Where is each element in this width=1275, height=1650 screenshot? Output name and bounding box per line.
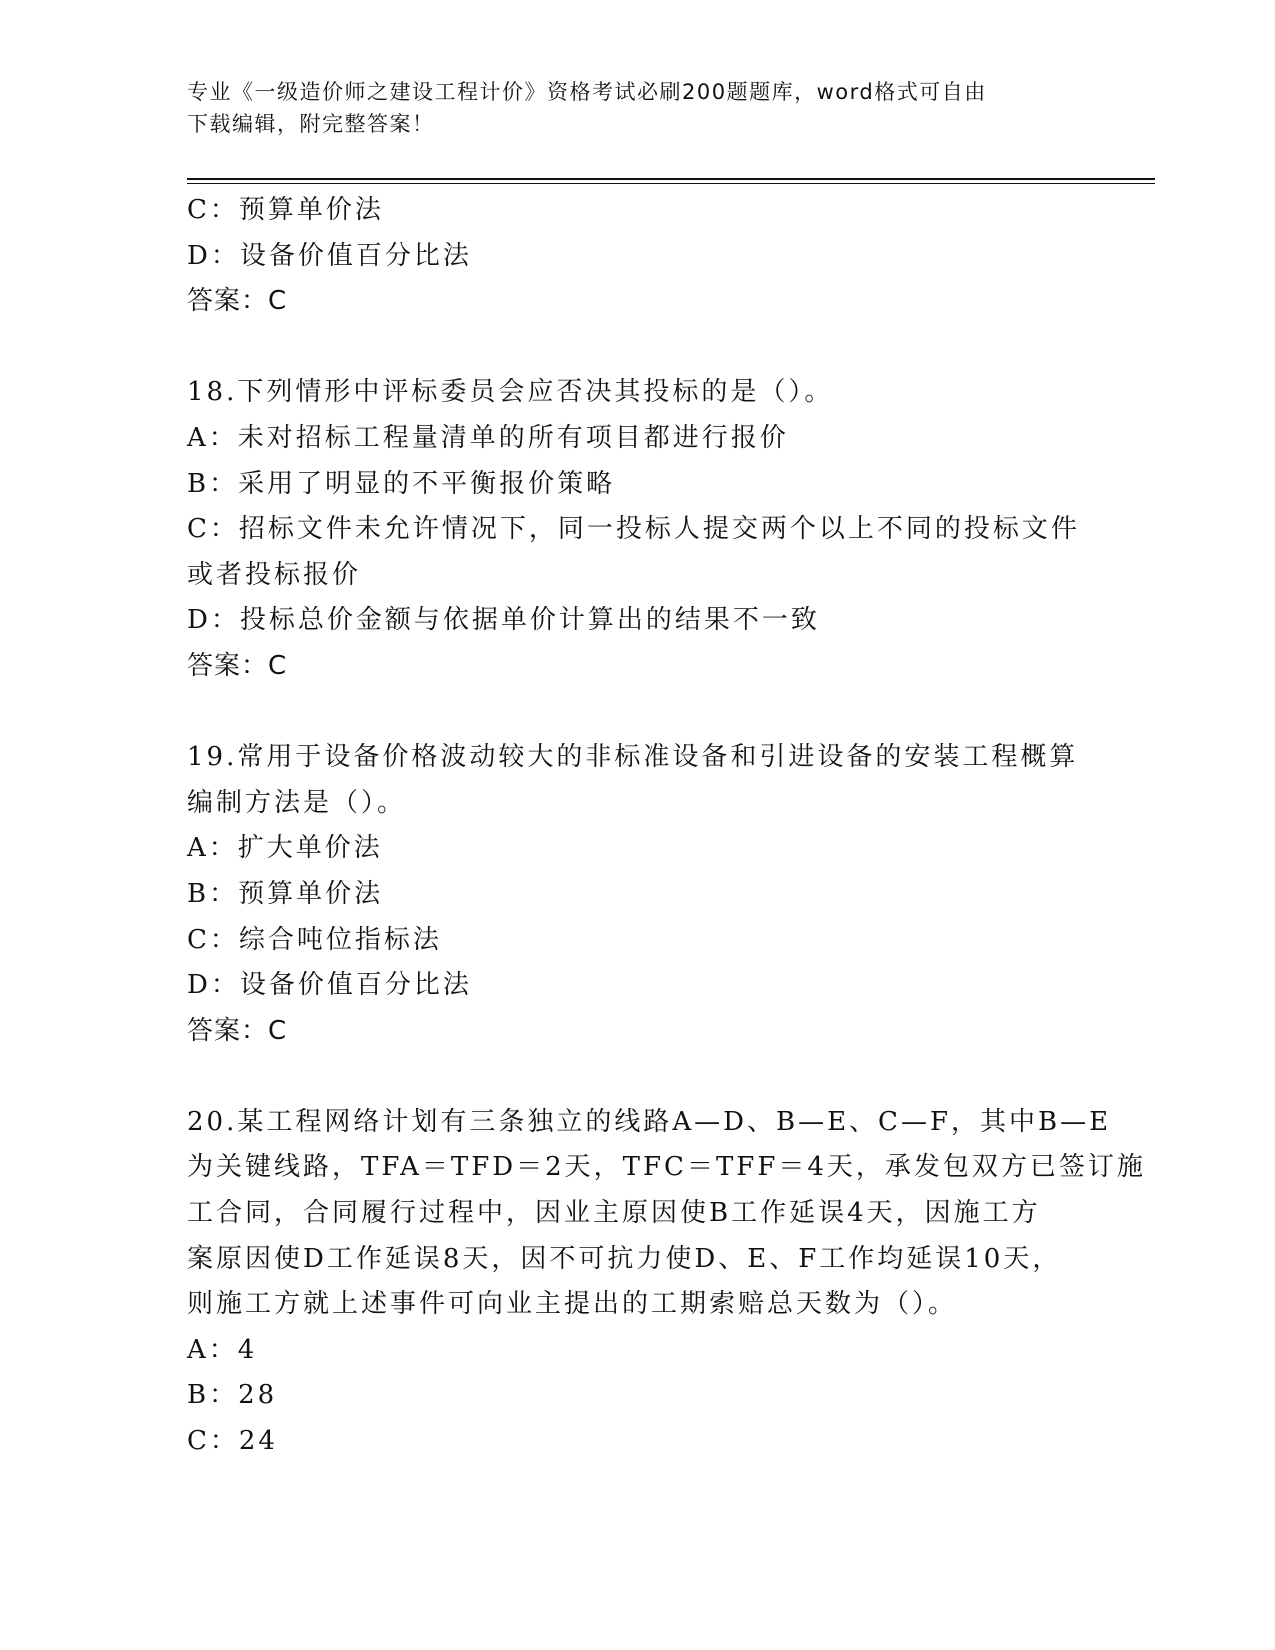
option-c: C：预算单价法 xyxy=(187,195,384,225)
question-stem: 20.某工程网络计划有三条独立的线路A—D、B—E、C—F，其中B—E xyxy=(187,1106,1112,1137)
header-line-2: 下载编辑，附完整答案！ xyxy=(187,112,435,136)
answer: 答案：C xyxy=(187,1015,288,1046)
question-stem-continued: 案原因使D工作延误8天，因不可抗力使D、E、F工作均延误10天， xyxy=(187,1243,1062,1274)
answer: 答案：C xyxy=(187,286,288,317)
header-divider-thin xyxy=(187,183,1155,184)
header-line-1: 专业《一级造价师之建设工程计价》资格考试必刷200题题库，word格式可自由 xyxy=(187,80,987,104)
question-stem-continued: 为关键线路，TFA＝TFD＝2天，TFC＝TFF＝4天，承发包双方已签订施 xyxy=(187,1152,1146,1183)
question-stem-continued: 则施工方就上述事件可向业主提出的工期索赔总天数为（）。 xyxy=(187,1289,958,1320)
option-c: C：综合吨位指标法 xyxy=(187,924,442,955)
option-d: D：设备价值百分比法 xyxy=(187,240,472,271)
option-a: A：扩大单价法 xyxy=(187,833,383,864)
option-a: A：4 xyxy=(187,1334,258,1365)
question-stem: 19.常用于设备价格波动较大的非标准设备和引进设备的安装工程概算 xyxy=(187,742,1079,773)
header-divider-thick xyxy=(187,178,1155,180)
option-c: C：招标文件未允许情况下，同一投标人提交两个以上不同的投标文件 xyxy=(187,514,1080,545)
question-20 xyxy=(187,1100,1146,1465)
question-stem-continued: 编制方法是（）。 xyxy=(187,787,407,818)
question-stem-continued: 工合同，合同履行过程中，因业主原因使B工作延误4天，因施工方 xyxy=(187,1198,1041,1229)
option-d: D：投标总价金额与依据单价计算出的结果不一致 xyxy=(187,605,820,636)
question-stem: 18.下列情形中评标委员会应否决其投标的是（）。 xyxy=(187,377,834,408)
question-19 xyxy=(187,735,1087,1054)
option-c-continued: 或者投标报价 xyxy=(187,559,362,590)
option-b: B：采用了明显的不平衡报价策略 xyxy=(187,468,616,499)
question-18 xyxy=(187,370,1087,689)
option-b: B：预算单价法 xyxy=(187,878,384,909)
option-a: A：未对招标工程量清单的所有项目都进行报价 xyxy=(187,422,789,453)
question-17-tail xyxy=(187,188,1087,325)
document-body xyxy=(187,188,1146,1465)
option-c: C：24 xyxy=(187,1426,278,1457)
option-d: D：设备价值百分比法 xyxy=(187,970,472,1001)
option-b: B：28 xyxy=(187,1380,278,1411)
document-header xyxy=(187,76,1067,140)
answer: 答案：C xyxy=(187,650,288,681)
